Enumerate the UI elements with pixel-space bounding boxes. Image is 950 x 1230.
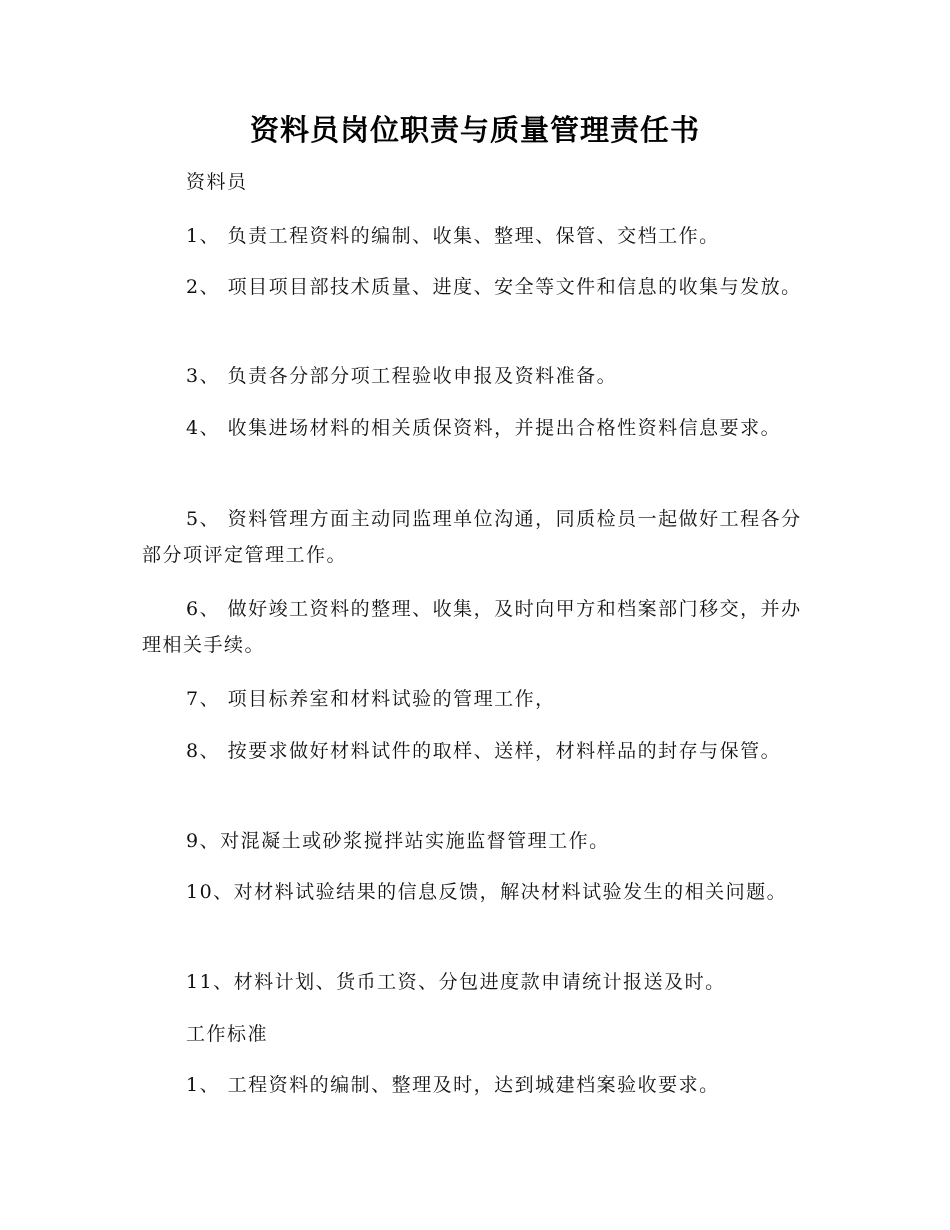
duty-item-10: 10、对材料试验结果的信息反馈，解决材料试验发生的相关问题。	[186, 881, 788, 903]
document-title: 资料员岗位职责与质量管理责任书	[249, 113, 700, 147]
duty-item-7: 7、 项目标养室和材料试验的管理工作，	[186, 688, 556, 710]
duty-item-2: 2、 项目项目部技术质量、进度、安全等文件和信息的收集与发放。	[186, 276, 802, 298]
duty-item-11: 11、材料计划、货币工资、分包进度款申请统计报送及时。	[186, 971, 726, 993]
standard-item-1: 1、 工程资料的编制、整理及时，达到城建档案验收要求。	[186, 1074, 720, 1096]
duty-item-6: 6、 做好竣工资料的整理、收集，及时向甲方和档案部门移交，并办理相关手续。	[142, 598, 802, 656]
duty-item-3: 3、 负责各分部分项工程验收申报及资料准备。	[186, 365, 618, 387]
duty-item-8: 8、 按要求做好材料试件的取样、送样，材料样品的封存与保管。	[186, 740, 782, 762]
section-heading-clerk: 资料员	[186, 171, 248, 193]
duty-item-1: 1、 负责工程资料的编制、收集、整理、保管、交档工作。	[186, 225, 720, 247]
duty-item-4: 4、 收集进场材料的相关质保资料，并提出合格性资料信息要求。	[186, 417, 782, 439]
duty-item-5: 5、 资料管理方面主动同监理单位沟通，同质检员一起做好工程各分部分项评定管理工作。	[142, 508, 802, 566]
section-heading-standards: 工作标准	[186, 1023, 269, 1045]
duty-item-9: 9、对混凝土或砂浆搅拌站实施监督管理工作。	[186, 830, 610, 852]
